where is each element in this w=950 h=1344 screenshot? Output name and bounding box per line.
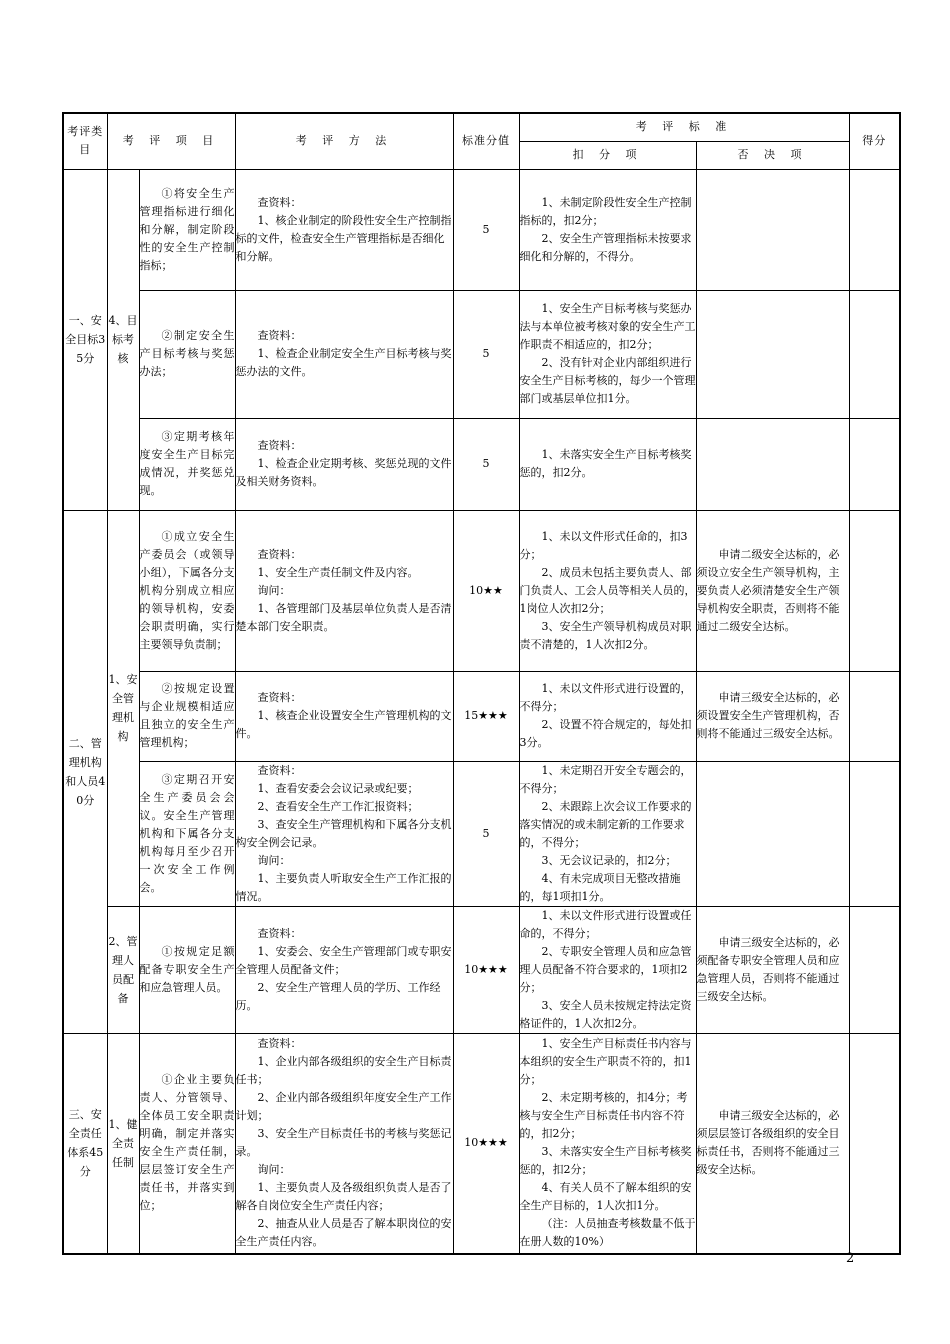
item-text: ③定期考核年度安全生产目标完成情况，并奖惩兑现。 [139, 430, 235, 497]
text-line: 3、安全生产领导机构成员对职责不清楚的，1人次扣2分。 [519, 619, 692, 651]
deduct-cell [519, 510, 696, 671]
table-row [63, 671, 900, 761]
deduct-cell [519, 1033, 696, 1254]
text-line: 3、未落实安全生产目标考核奖惩的，扣2分； [519, 1145, 692, 1177]
header-deduct: 扣 分 项 [519, 141, 696, 169]
subitem-cell: 1、安全管理机构 [107, 510, 139, 906]
text-line: 1、安委会、安全生产管理部门或专职安全管理人员配备文件； [235, 944, 452, 976]
text-line: 询问： [257, 853, 291, 867]
text-line: 1、查看安委会会议记录或纪要； [257, 781, 419, 795]
text-line: 1、未以文件形式任命的，扣3分； [519, 529, 688, 561]
item-text: ②制定安全生产目标考核与奖惩办法； [139, 329, 235, 378]
text-line: 1、企业内部各级组织的安全生产目标责任书； [235, 1055, 452, 1087]
header-category: 考评类目 [63, 113, 107, 169]
table-row [63, 510, 900, 671]
obtained-cell [849, 906, 900, 1033]
text-line: 询问： [257, 1163, 291, 1177]
subitem-cell: 1、健全责任制 [107, 1033, 139, 1254]
item-text: ③定期召开安全生产委员会会议。安全生产管理机构和下属各分支机构每月至少召开一次安全工作例会。 [139, 772, 235, 894]
deduct-cell [519, 671, 696, 761]
text-line: 查资料： [257, 926, 302, 940]
score-cell: 15★★★ [453, 671, 519, 761]
method-cell [235, 418, 453, 510]
category-cell: 三、安全责任体系45分 [63, 1033, 107, 1254]
text-line: 查资料： [257, 547, 302, 561]
text-line: 1、核查企业设置安全生产管理机构的文件。 [235, 709, 452, 740]
veto-cell [696, 418, 849, 510]
text-line: 1、未以文件形式进行设置的，不得分； [519, 682, 692, 713]
text-line: 询问： [257, 583, 291, 597]
text-line: 1、未以文件形式进行设置或任命的，不得分； [519, 908, 692, 940]
text-line: 查资料： [257, 195, 302, 209]
score-cell: 10★★★ [453, 1033, 519, 1254]
text-line: 2、未跟踪上次会议工作要求的落实情况的或未制定新的工作要求的，不得分； [519, 799, 692, 849]
item-cell [139, 906, 235, 1033]
table-row [63, 761, 900, 906]
text-line: 3、安全生产目标责任书的考核与奖惩记录。 [235, 1127, 452, 1159]
subitem-cell: 2、管理人员配备 [107, 906, 139, 1033]
text-line: 查资料： [257, 329, 302, 342]
veto-cell [696, 761, 849, 906]
text-line: 2、专职安全管理人员和应急管理人员配备不符合要求的，1项扣2分； [519, 944, 692, 994]
text-line: （注：人员抽查考核数量不低于在册人数的10%） [519, 1217, 696, 1249]
method-cell [235, 169, 453, 290]
item-cell [139, 169, 235, 290]
item-cell [139, 510, 235, 671]
veto-cell [696, 671, 849, 761]
header-item: 考 评 项 目 [107, 113, 235, 169]
text-line: 2、抽查从业人员是否了解本职岗位的安全生产责任内容。 [235, 1217, 452, 1249]
table-row [63, 1033, 900, 1254]
item-cell [139, 671, 235, 761]
text-line: 2、设置不符合规定的，每处扣3分。 [519, 718, 692, 749]
obtained-cell [849, 169, 900, 290]
method-cell [235, 671, 453, 761]
veto-cell [696, 906, 849, 1033]
veto-cell [696, 1033, 849, 1254]
method-cell [235, 510, 453, 671]
text-line: 2、企业内部各级组织年度安全生产工作计划； [235, 1091, 452, 1123]
method-cell [235, 1033, 453, 1254]
subitem-cell: 4、目标考核 [107, 169, 139, 510]
obtained-cell [849, 761, 900, 906]
table-row [63, 906, 900, 1033]
text-line: 2、没有针对企业内部组织进行安全生产目标考核的，每少一个管理部门或基层单位扣1分。 [519, 356, 696, 405]
text-line: 查资料： [257, 763, 302, 777]
score-cell: 10★★★ [453, 906, 519, 1033]
text-line: 4、有关人员不了解本组织的安全生产目标的，1人次扣1分。 [519, 1181, 692, 1213]
obtained-cell [849, 1033, 900, 1254]
item-cell [139, 1033, 235, 1254]
text-line: 申请二级安全达标的，必须设立安全生产领导机构，主要负责人必须清楚安全生产领导机构安全职责，否则将不能通过二级安全达标。 [696, 547, 840, 633]
text-line: 1、安全生产目标考核与奖惩办法与本单位被考核对象的安全生产工作职责不相适应的，扣2分； [519, 302, 696, 351]
veto-cell [696, 290, 849, 418]
page-number: 2 [846, 1251, 855, 1266]
obtained-cell [849, 671, 900, 761]
table-row [63, 290, 900, 418]
deduct-cell [519, 418, 696, 510]
score-cell: 5 [453, 418, 519, 510]
text-line: 1、安全生产责任制文件及内容。 [257, 565, 419, 579]
item-text: ①按规定足额配备专职安全生产和应急管理人员。 [139, 944, 235, 994]
text-line: 申请三级安全达标的，必须设置安全生产管理机构，否则将不能通过三级安全达标。 [696, 691, 840, 740]
text-line: 2、成员未包括主要负责人、部门负责人、工会人员等相关人员的，1岗位人次扣2分； [519, 565, 696, 615]
text-line: 2、安全生产管理指标未按要求细化和分解的，不得分。 [519, 231, 692, 263]
header-obtained: 得分 [849, 113, 900, 169]
score-cell: 5 [453, 169, 519, 290]
deduct-cell [519, 290, 696, 418]
item-text: ①成立安全生产委员会（或领导小组），下属各分支机构分别成立相应的领导机构，安委会职责明确，实行主要领导负责制； [139, 529, 235, 651]
text-line: 1、检查企业定期考核、奖惩兑现的文件及相关财务资料。 [235, 457, 452, 488]
deduct-cell [519, 761, 696, 906]
text-line: 3、无会议记录的，扣2分； [541, 853, 677, 867]
header-veto: 否 决 项 [696, 141, 849, 169]
text-line: 2、安全生产管理人员的学历、工作经历。 [235, 980, 441, 1012]
text-line: 查资料： [257, 1037, 302, 1051]
header-standard: 考 评 标 准 [519, 113, 849, 141]
text-line: 1、主要负责人及各级组织负责人是否了解各自岗位安全生产责任内容； [235, 1181, 452, 1213]
item-cell [139, 418, 235, 510]
method-cell [235, 761, 453, 906]
item-text: ①企业主要负责人、分管领导、全体员工安全职责明确，制定并落实安全生产责任制，层层签订安全生产责任书，并落实到位； [139, 1073, 235, 1213]
text-line: 3、安全人员未按规定持法定资格证件的，1人次扣2分。 [519, 998, 692, 1030]
item-text: ①将安全生产管理指标进行细化和分解，制定阶段性的安全生产控制指标； [139, 186, 235, 272]
text-line: 查资料： [257, 439, 302, 452]
table-row [63, 418, 900, 510]
obtained-cell [849, 510, 900, 671]
text-line: 申请三级安全达标的，必须配备专职安全管理人员和应急管理人员，否则将不能通过三级安全达标。 [696, 935, 840, 1003]
score-cell: 5 [453, 761, 519, 906]
deduct-cell [519, 169, 696, 290]
score-cell: 5 [453, 290, 519, 418]
score-cell: 10★★ [453, 510, 519, 671]
text-line: 1、主要负责人听取安全生产工作汇报的情况。 [235, 871, 452, 903]
text-line: 1、检查企业制定安全生产目标考核与奖惩办法的文件。 [235, 347, 452, 378]
item-cell [139, 761, 235, 906]
category-cell: 二、管理机构和人员40分 [63, 510, 107, 1033]
method-cell [235, 290, 453, 418]
text-line: 2、查看安全生产工作汇报资料； [257, 799, 419, 813]
text-line: 1、未落实安全生产目标考核奖惩的，扣2分。 [519, 448, 692, 479]
text-line: 2、未定期考核的，扣4分；考核与安全生产目标责任书内容不符的，扣2分； [519, 1091, 688, 1141]
table-row [63, 169, 900, 290]
text-line: 1、未制定阶段性安全生产控制指标的，扣2分； [519, 195, 692, 227]
text-line: 1、安全生产目标责任书内容与本组织的安全生产职责不符的，扣1分； [519, 1037, 692, 1087]
method-cell [235, 906, 453, 1033]
item-cell [139, 290, 235, 418]
text-line: 1、未定期召开安全专题会的，不得分； [519, 763, 692, 795]
header-method: 考 评 方 法 [235, 113, 453, 169]
text-line: 1、各管理部门及基层单位负责人是否清楚本部门安全职责。 [235, 601, 452, 633]
text-line: 3、查安全生产管理机构和下属各分支机构安全例会记录。 [235, 817, 452, 849]
evaluation-table [62, 112, 901, 1255]
obtained-cell [849, 418, 900, 510]
veto-cell [696, 510, 849, 671]
header-score: 标准分值 [453, 113, 519, 169]
text-line: 申请三级安全达标的，必须层层签订各级组织的安全目标责任书，否则将不能通过三级安全达标。 [696, 1109, 840, 1177]
text-line: 1、核企业制定的阶段性安全生产控制指标的文件，检查安全生产管理指标是否细化和分解。 [235, 213, 452, 263]
obtained-cell [849, 290, 900, 418]
category-cell: 一、安全目标35分 [63, 169, 107, 510]
item-text: ②按规定设置与企业规模相适应且独立的安全生产管理机构； [139, 682, 235, 749]
text-line: 4、有未完成项目无整改措施的，每1项扣1分。 [519, 871, 681, 903]
text-line: 查资料： [257, 691, 302, 704]
veto-cell [696, 169, 849, 290]
deduct-cell [519, 906, 696, 1033]
